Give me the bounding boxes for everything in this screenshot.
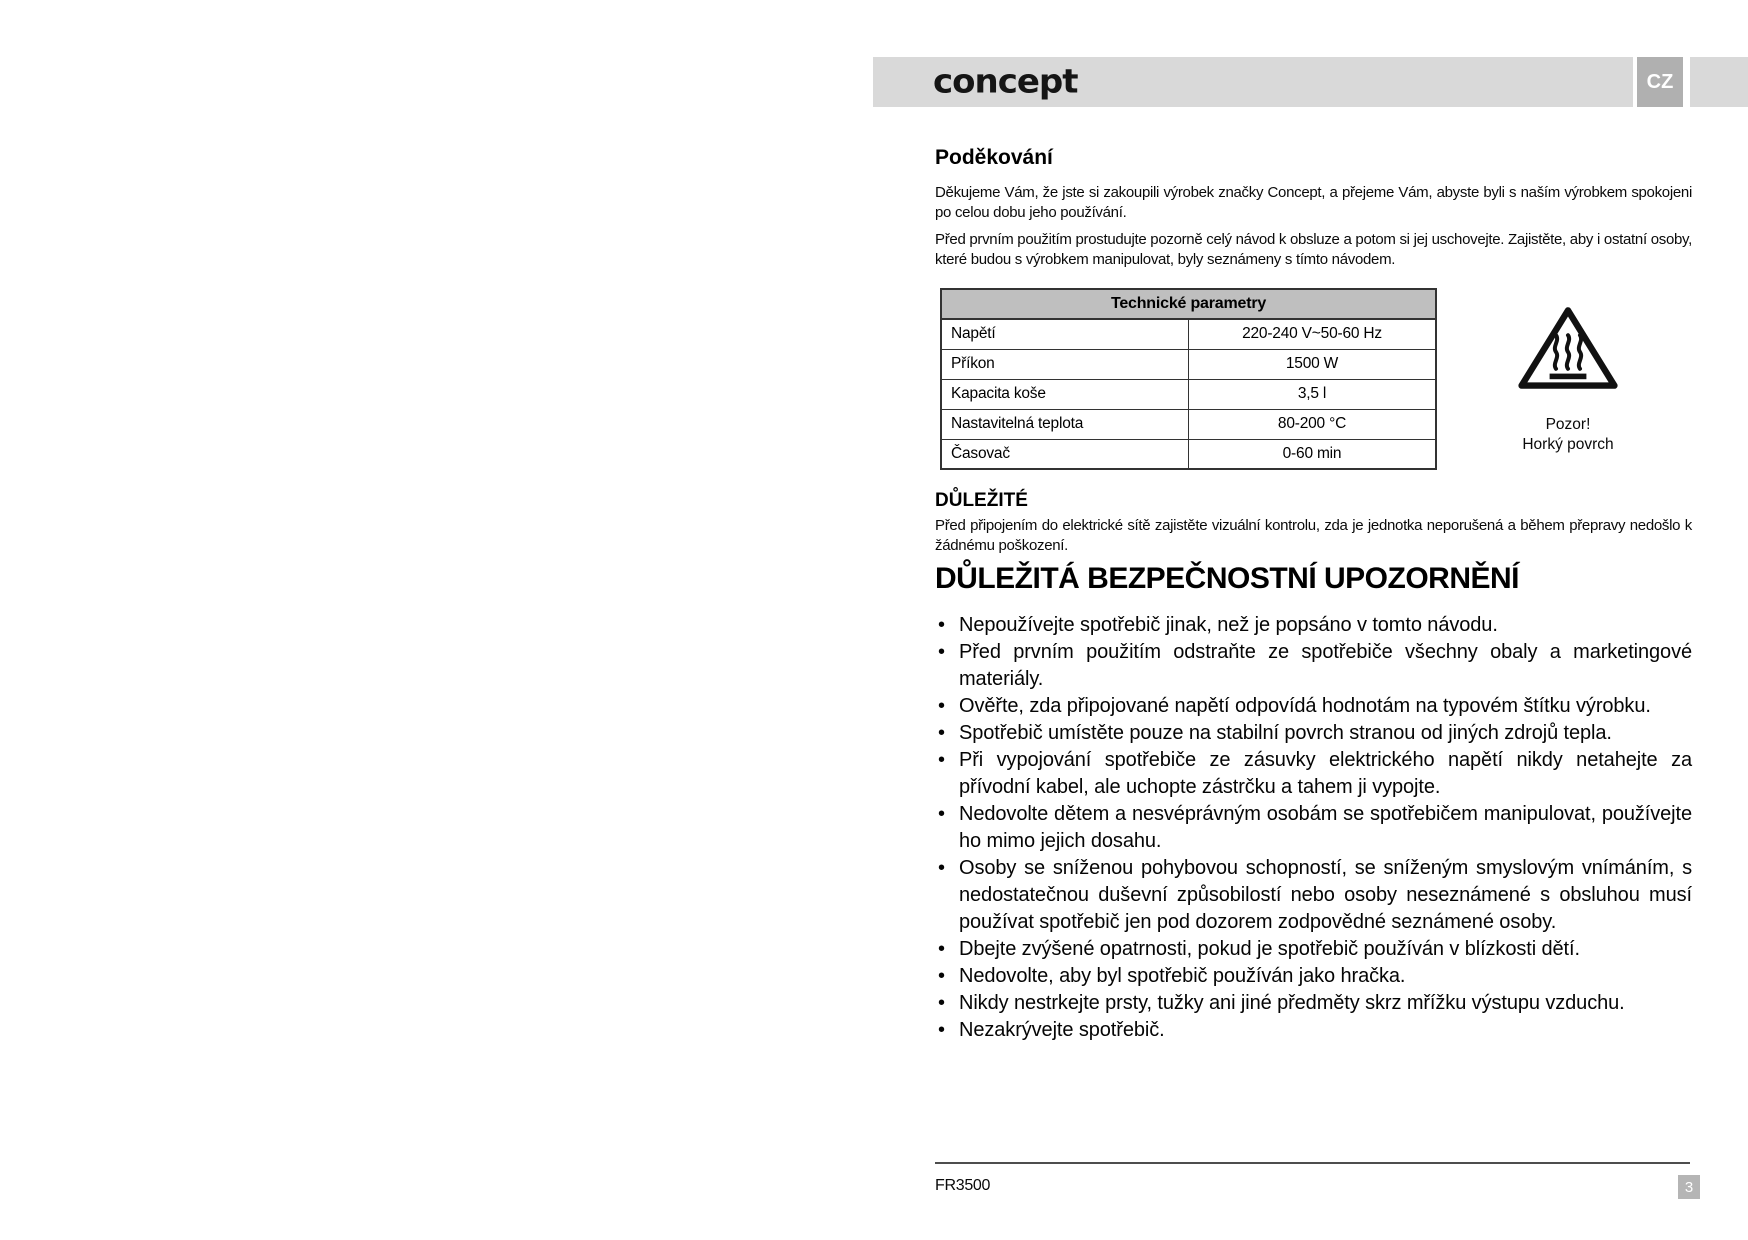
param-label: Nastavitelná teplota bbox=[941, 409, 1189, 439]
list-item: • Ověřte, zda připojované napětí odpovídá hodnotám na typovém štítku výrobku. bbox=[935, 693, 1692, 720]
model-number: FR3500 bbox=[935, 1177, 991, 1194]
list-item: • Před prvním použitím odstraňte ze spotřebiče všechny obaly a marketingové materiály. bbox=[935, 639, 1692, 693]
warning-caption bbox=[1522, 415, 1613, 455]
table-row bbox=[941, 319, 1436, 349]
header-bar bbox=[873, 57, 1633, 107]
safety-title: DŮLEŽITÁ BEZPEČNOSTNÍ UPOZORNĚNÍ bbox=[935, 562, 1520, 595]
list-item: • Nepoužívejte spotřebič jinak, než je popsáno v tomto návodu. bbox=[935, 612, 1692, 639]
param-label: Napětí bbox=[941, 319, 1189, 349]
table-title: Technické parametry bbox=[941, 289, 1436, 319]
page-number-badge: 3 bbox=[1678, 1175, 1700, 1199]
param-value: 3,5 l bbox=[1189, 379, 1437, 409]
param-label: Příkon bbox=[941, 349, 1189, 379]
list-item: • Při vypojování spotřebiče ze zásuvky elektrického napětí nikdy netahejte za přívodní kabel, ale uchopte zástrčku a tahem ji vypojte. bbox=[935, 747, 1692, 801]
param-value: 0-60 min bbox=[1189, 439, 1437, 469]
hot-surface-warning-icon bbox=[1516, 303, 1620, 398]
list-item: • Spotřebič umístěte pouze na stabilní povrch stranou od jiných zdrojů tepla. bbox=[935, 720, 1692, 747]
table-row bbox=[941, 409, 1436, 439]
list-item: • Dbejte zvýšené opatrnosti, pokud je spotřebič používán v blízkosti dětí. bbox=[935, 936, 1692, 963]
param-value: 80-200 °C bbox=[1189, 409, 1437, 439]
important-text: Před připojením do elektrické sítě zajistěte vizuální kontrolu, zda je jednotka neporušená a během přepravy nedošlo k žádnému poškození. bbox=[935, 517, 1692, 554]
thanks-title: Poděkování bbox=[935, 146, 1053, 169]
safety-section bbox=[935, 562, 1692, 1044]
param-label: Kapacita koše bbox=[941, 379, 1189, 409]
warning-caption-line2: Horký povrch bbox=[1522, 436, 1614, 453]
thanks-paragraph-2: Před prvním použitím prostudujte pozorně celý návod k obsluze a potom si jej uschovejte. Zajistěte, aby i ostatní osoby, které budou s výrobkem manipulovat, byly seznámeny s tímto návodem. bbox=[935, 231, 1692, 268]
thanks-section bbox=[935, 146, 1692, 277]
header-bar-right-segment bbox=[1690, 57, 1748, 107]
list-item: • Nikdy nestrkejte prsty, tužky ani jiné předměty skrz mřížku výstupu vzduchu. bbox=[935, 990, 1692, 1017]
page-footer bbox=[935, 1162, 1694, 1196]
list-item: • Nedovolte dětem a nesvéprávným osobám se spotřebičem manipulovat, používejte ho mimo jejich dosahu. bbox=[935, 801, 1692, 855]
list-item: • Nezakrývejte spotřebič. bbox=[935, 1017, 1692, 1044]
thanks-paragraph-1: Děkujeme Vám, že jste si zakoupili výrobek značky Concept, a přejeme Vám, abyste byli s naším výrobkem spokojeni po celou dobu jeho používání. bbox=[935, 184, 1692, 221]
table-row bbox=[941, 349, 1436, 379]
concept-logo: concept bbox=[933, 62, 1078, 102]
list-item: • Nedovolte, aby byl spotřebič používán jako hračka. bbox=[935, 963, 1692, 990]
technical-parameters-table bbox=[940, 288, 1437, 470]
safety-list bbox=[935, 612, 1692, 1044]
hot-surface-warning bbox=[1483, 303, 1653, 455]
param-label: Časovač bbox=[941, 439, 1189, 469]
param-value: 1500 W bbox=[1189, 349, 1437, 379]
table-header-row bbox=[941, 289, 1436, 319]
table-row bbox=[941, 379, 1436, 409]
list-item: • Osoby se sníženou pohybovou schopností, se sníženým smyslovým vnímáním, s nedostatečnou duševní způsobilostí nebo osoby neseznámené s obsluhou musí používat spotřebič jen pod dozorem zodpovědné seznámené osoby. bbox=[935, 855, 1692, 936]
important-title: DŮLEŽITÉ bbox=[935, 490, 1028, 511]
important-section bbox=[935, 490, 1692, 563]
param-value: 220-240 V~50-60 Hz bbox=[1189, 319, 1437, 349]
warning-caption-line1: Pozor! bbox=[1545, 416, 1591, 433]
table-row bbox=[941, 439, 1436, 469]
language-badge: CZ bbox=[1637, 57, 1683, 107]
